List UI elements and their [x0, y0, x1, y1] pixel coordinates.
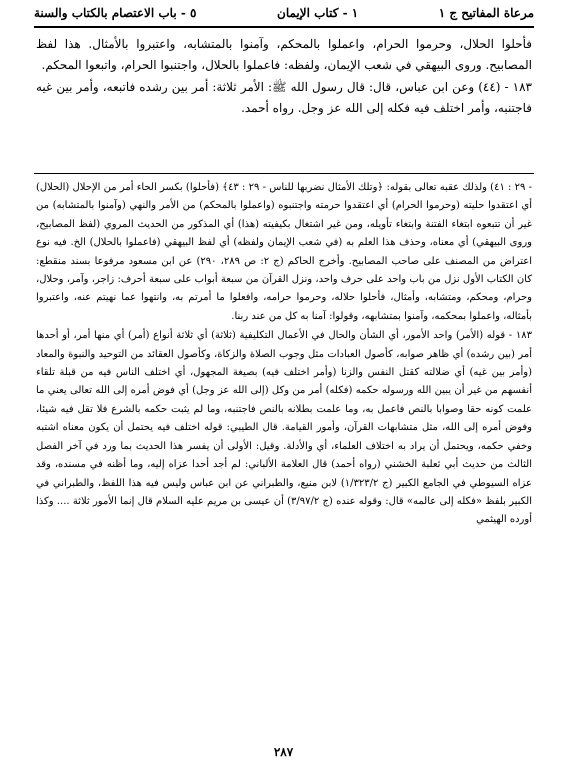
commentary-hadith-183-paragraph: ١٨٣ - قوله (الأمر) واحد الأمور، أي الشأن والحال في الأعمال التكليفية (ثلاثة) أي ثلاثة أنواع (أمر) أي منها أمر، أو أحدها أمر (بين رشده) أي ظاهر صوابه، كأصول العبادات مثل وجوب الصلاة والزكاة، وكأصول العقائد من التوحيد والنبوة والمعاد (وأمر بين غيه) أي ضلالته كقتل النفس والزنا (وأمر اختلف فيه) بصيغة المجهول، أي اختلف الناس فيه من قبلة تلقاء أنفسهم من غير أن يبين الله ورسوله حكمه (فكله) أمر من وكل (إلى الله عز وجل) أي فوض أمره إلى الله تعالى يعني ما علمت كونه حقا وصوابا بالنص فاعمل به، وما علمت بطلانه بالنص فاجتنبه، وما لم يثبت حكمه بالشرع فلا تقل فيه شيئا، وفوض أمره إلى الله، مثل متشابهات القرآن، وأمور القيامة. قال الطيبي: قوله اختلف فيه يحتمل أن يكون معناه اشتبه وخفي حكمه، ويحتمل أن يراد به اختلاف العلماء، أي والأدلة. وقيل: الأولى أن يفسر هذا الحديث بما ورد في آخر الفصل الثالث من حديث أبي ثعلبة الخشني (رواه أحمد) قال العلامة الألباني: لم أجد أحدا عزاه إليه، وما أظنه في مسنده، وقد عزاه السيوطي في الجامع الكبير (ج ١/٣٢٣/٢) لابن منيع، والطبراني عن ابن عباس وليس فيه هذا اللفظ، والطبراني في الكبير بلفظ «فكله إلى عالمه» قال: وقوله عنده (ج ٣/٩٧/٢) أن عيسى بن مريم عليه السلام قال إنما الأمور ثلاثة .... وكذا أورده الهيثمي — [36, 330, 533, 526]
header-book-title: ١ - كتاب الإيمان — [277, 6, 359, 20]
hadith-main-text — [36, 34, 532, 174]
header-volume-title: مرعاة المفاتيح ج ١ — [438, 6, 534, 20]
commentary-section — [36, 179, 532, 739]
hadith-183-paragraph: ١٨٣ - (٤٤) وعن ابن عباس، قال: قال رسول الله ﷺ: الأمر ثلاثة: أمر بين رشده فاتبعه، وأمر بين غيه فاجتنبه، وأمر اختلف فيه فكله إلى الله عز وجل. رواه أحمد. — [36, 80, 532, 115]
running-header — [34, 2, 534, 24]
commentary-divider — [34, 173, 534, 174]
header-rule — [34, 26, 534, 28]
main-text-paragraph: فأحلوا الحلال، وحرموا الحرام، واعملوا بالمحكم، وآمنوا بالمتشابه، واعتبروا بالأمثال. هذا لفظ المصابيح. وروى البيهقي في شعب الإيمان، ولفظه: فاعملوا بالحلال، واجتنبوا الحرام، واتبعوا المحكم. — [36, 37, 532, 72]
header-chapter-title: ٥ - باب الاعتصام بالكتاب والسنة — [34, 6, 197, 20]
commentary-paragraph: - ٢٩ : ٤١) ولذلك عقبه تعالى بقوله: ﴿وتلك الأمثال نضربها للناس - ٢٩ : ٤٣﴾ (فأحلوا) بكسر الحاء أمر من الإحلال (الحلال) أي اعتقدوا حليته (وحرموا الحرام) أي اعتقدوا حرمته واجتنبوه (واعملوا بالمحكم) من الأمر والنهي (وآمنوا بالمتشابه) من غير أن تتبعوه ابتغاء الفتنة وابتغاء تأويله، ومن غير اشتغال بكيفيته (هذا) أي المذكور من الحديث المروي (لفظ المصابيح، وروى البيهقي) أي معناه، وحذف هذا العلم به (في شعب الإيمان ولفظه) أي لفظ البيهقي (فاعملوا بالحلال) الخ. فيه نوع اعتراض من المصنف على صاحب المصابيح. وأخرج الحاكم (ج ٢: ص ٢٨٩، ٢٩٠) عن ابن مسعود مرفوعا بسند منقطع: كان الكتاب الأول نزل من باب واحد على حرف واحد، ونزل القرآن من سبعة أبواب على سبعة أحرف: زاجر، وآمر، وحلال، وحرام، ومحكم، ومتشابه، وأمثال، فأحلوا حلاله، وحرموا حرامه، وافعلوا ما أمرتم به، وانتهوا عما نهيتم عنه، واعتبروا بأمثاله، واعملوا بمحكمه، وآمنوا بمتشابهه، وقولوا: آمنا به كل من عند ربنا. — [36, 182, 532, 322]
page-number: ٢٨٧ — [273, 745, 294, 759]
